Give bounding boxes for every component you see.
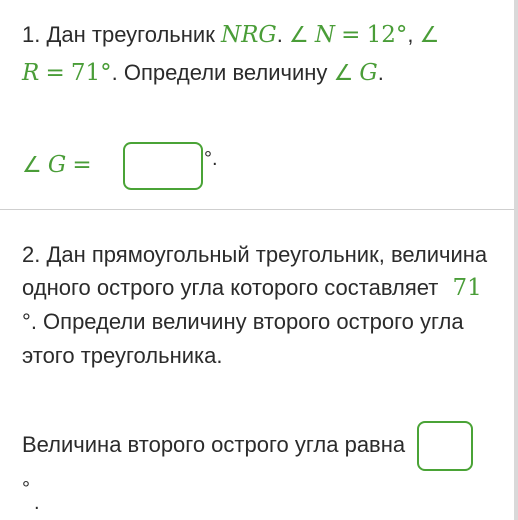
task2-text2: одного острого угла которого составляет [22, 275, 439, 300]
equals-sign: = [72, 152, 92, 178]
task2-line3 [22, 307, 464, 337]
target-angle: G [359, 60, 378, 86]
task2-line2 [22, 273, 482, 303]
answer-angle-name: G [47, 152, 67, 178]
divider [0, 209, 514, 210]
angle1-value: 12° [366, 22, 408, 48]
task2-number: 2. [22, 242, 41, 267]
angle-icon: ∠ [333, 61, 354, 86]
answer2-dot: . [34, 492, 40, 514]
task2-text3: . Определи величину второго острого угла [30, 309, 464, 334]
answer2-degree-sign: ° [22, 478, 30, 500]
task1-answer-input[interactable] [123, 142, 203, 190]
task1-intro: Дан треугольник [46, 22, 215, 47]
task1-line1 [22, 20, 439, 51]
scrollbar-edge [514, 0, 518, 520]
task1-comma: , [407, 22, 414, 47]
angle2-name: R [22, 60, 40, 86]
task2-text4: этого треугольника. [22, 343, 223, 368]
task1-number: 1. [22, 22, 41, 47]
task1-line2 [22, 58, 384, 89]
angle1-name: N [314, 22, 336, 48]
angle-icon: ∠ [289, 23, 309, 48]
task1-end-dot: . [377, 60, 384, 85]
equals-sign: = [341, 22, 361, 48]
given-angle-value: 71 [452, 275, 482, 301]
task2-answer-input[interactable] [417, 421, 473, 471]
task1-dot: . [276, 22, 283, 47]
angle-icon: ∠ [22, 153, 42, 178]
angle-icon: ∠ [419, 23, 440, 48]
task2-line4 [22, 341, 222, 371]
equals-sign: = [45, 60, 65, 86]
task2-answer-label: Величина второго острого угла равна [22, 432, 406, 457]
task2-line1 [22, 240, 487, 270]
task2-text1: Дан прямоугольный треугольник, величина [46, 242, 488, 267]
angle2-value: 71° [70, 60, 112, 86]
task1-answer-suffix: °. [204, 148, 218, 170]
task1-question: . Определи величину [111, 60, 328, 85]
task1-answer-row [22, 150, 92, 181]
triangle-name: NRG [220, 22, 277, 48]
degree-sign: ° [22, 309, 31, 334]
